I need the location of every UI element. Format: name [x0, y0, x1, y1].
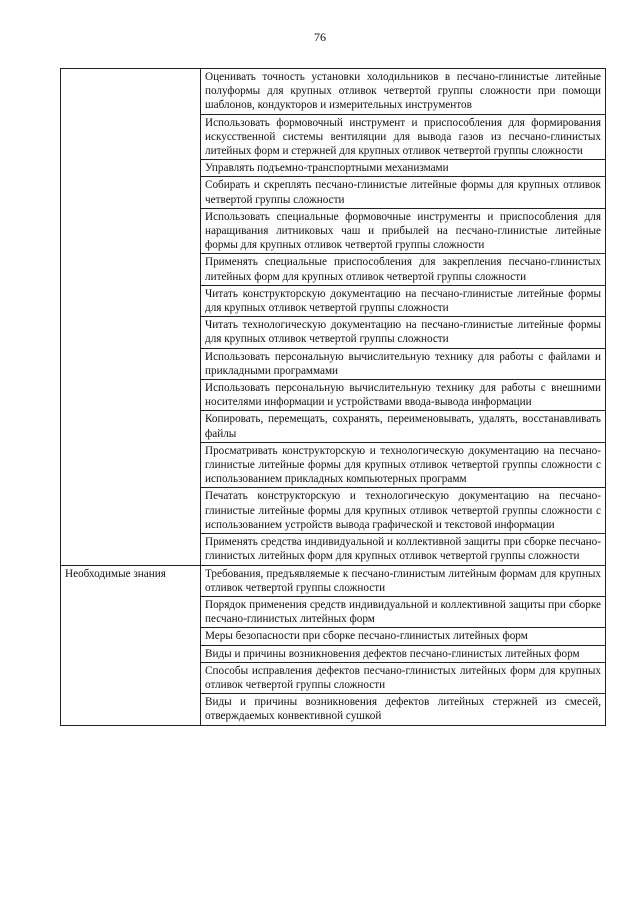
skill-item: Управлять подъемно-транспортными механизмами	[201, 160, 606, 177]
knowledge-item: Меры безопасности при сборке песчано-глинистых литейных форм	[201, 628, 606, 645]
skill-item: Применять специальные приспособления для закрепления песчано-глинистых литейных форм для крупных отливок четвертой группы сложности	[201, 254, 606, 285]
knowledge-item: Требования, предъявляемые к песчано-глинистым литейным формам для крупных отливок четвертой группы сложности	[201, 565, 606, 596]
skill-item: Копировать, перемещать, сохранять, переименовывать, удалять, восстанавливать файлы	[201, 411, 606, 442]
skill-item: Использовать персональную вычислительную технику для работы с внешними носителями информации и устройствами ввода-вывода информации	[201, 380, 606, 411]
skill-item: Читать конструкторскую документацию на песчано-глинистые литейные формы для крупных отливок четвертой группы сложности	[201, 285, 606, 316]
requirements-table	[60, 68, 606, 726]
skill-item: Читать технологическую документацию на песчано-глинистые литейные формы для крупных отливок четвертой группы сложности	[201, 317, 606, 348]
skill-item: Использовать специальные формовочные инструменты и приспособления для наращивания литниковых чаш и прибылей на песчано-глинистые литейные формы для крупных отливок четвертой группы сложности	[201, 208, 606, 254]
knowledge-item: Способы исправления дефектов песчано-глинистых литейных форм для крупных отливок четвертой группы сложности	[201, 662, 606, 693]
skill-item: Применять средства индивидуальной и коллективной защиты при сборке песчано-глинистых литейных форм для крупных отливок четвертой группы сложности	[201, 534, 606, 565]
skill-item: Использовать персональную вычислительную технику для работы с файлами и прикладными программами	[201, 348, 606, 379]
knowledge-item: Порядок применения средств индивидуальной и коллективной защиты при сборке песчано-глинистых литейных форм	[201, 596, 606, 627]
skill-item: Использовать формовочный инструмент и приспособления для формирования искусственной системы вентиляции для вывода газов из песчано-глинистых литейных форм и стержней для крупных отливок четвертой группы сложности	[201, 114, 606, 160]
skill-item: Оценивать точность установки холодильников в песчано-глинистые литейные полуформы для крупных отливок четвертой группы сложности при помощи шаблонов, кондукторов и измерительных инструментов	[201, 69, 606, 115]
skill-item: Просматривать конструкторскую и технологическую документацию на песчано-глинистые литейные формы для крупных отливок четвертой группы сложности с использованием прикладных компьютерных программ	[201, 442, 606, 488]
page-number: 76	[314, 30, 326, 44]
table-row	[61, 69, 606, 115]
knowledge-item: Виды и причины возникновения дефектов литейных стержней из смесей, отверждаемых конвективной сушкой	[201, 694, 606, 725]
knowledge-label: Необходимые знания	[61, 565, 201, 725]
table-row	[61, 565, 606, 596]
skill-item: Собирать и скреплять песчано-глинистые литейные формы для крупных отливок четвертой группы сложности	[201, 177, 606, 208]
skill-item: Печатать конструкторскую и технологическую документацию на песчано-глинистые литейные формы для крупных отливок четвертой группы сложности с использованием устройств вывода графической и текстовой информации	[201, 488, 606, 534]
knowledge-item: Виды и причины возникновения дефектов песчано-глинистых литейных форм	[201, 645, 606, 662]
skills-label-cell	[61, 69, 201, 566]
